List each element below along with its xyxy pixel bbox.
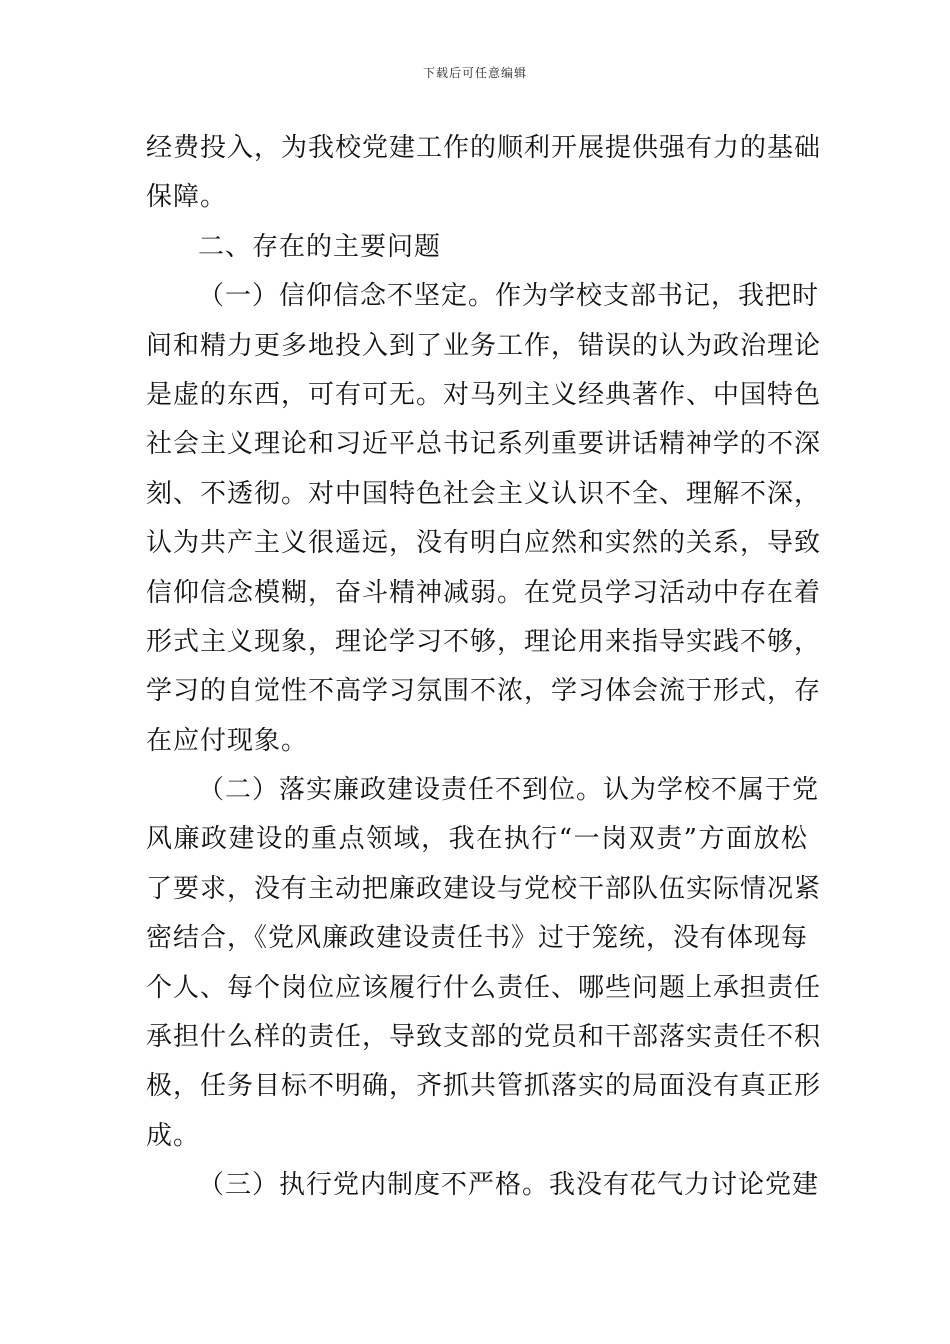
text-line: 社会主义理论和习近平总书记系列重要讲话精神学的不深 (146, 429, 822, 460)
text-line: 风廉政建设的重点领域，我在执行“一岗双责”方面放松 (146, 824, 808, 855)
text-line: 形式主义现象，理论学习不够，理论用来指导实践不够， (146, 626, 822, 657)
text-line: 在应付现象。 (146, 725, 309, 756)
text-line: 承担什么样的责任，导致支部的党员和干部落实责任不积 (146, 1022, 822, 1053)
text-line: 认为共产主义很遥远，没有明白应然和实然的关系，导致 (146, 528, 822, 559)
text-line: 是虚的东西，可有可无。对马列主义经典著作、中国特色 (146, 379, 822, 410)
text-line: 极，任务目标不明确，齐抓共管抓落实的局面没有真正形 (146, 1071, 822, 1102)
document-body (146, 124, 822, 1211)
text-line: 成。 (146, 1120, 201, 1151)
text-line: 经费投入，为我校党建工作的顺利开展提供强有力的基础 (146, 133, 822, 163)
section-heading: 二、存在的主要问题 (198, 231, 442, 262)
text-line: 间和精力更多地投入到了业务工作，错误的认为政治理论 (146, 330, 822, 361)
paragraph-first-line: （一）信仰信念不坚定。作为学校支部书记，我把时 (198, 281, 820, 312)
text-line: 学习的自觉性不高学习氛围不浓，学习体会流于形式，存 (146, 676, 822, 707)
text-line: 刻、不透彻。对中国特色社会主义认识不全、理解不深， (146, 478, 822, 509)
text-line: 个人、每个岗位应该履行什么责任、哪些问题上承担责任 (146, 972, 822, 1003)
text-line: 密结合，《党风廉政建设责任书》过于笼统，没有体现每 (146, 923, 809, 954)
paragraph-first-line: （二）落实廉政建设责任不到位。认为学校不属于党 (198, 775, 820, 806)
text-line: 了要求，没有主动把廉政建设与党校干部队伍实际情况紧 (146, 873, 822, 904)
text-line: 保障。 (146, 182, 228, 213)
text-line: 信仰信念模糊，奋斗精神减弱。在党员学习活动中存在着 (146, 577, 822, 608)
page-header: 下载后可任意编辑 (422, 66, 527, 80)
paragraph-first-line: （三）执行党内制度不严格。我没有花气力讨论党建 (198, 1170, 820, 1201)
